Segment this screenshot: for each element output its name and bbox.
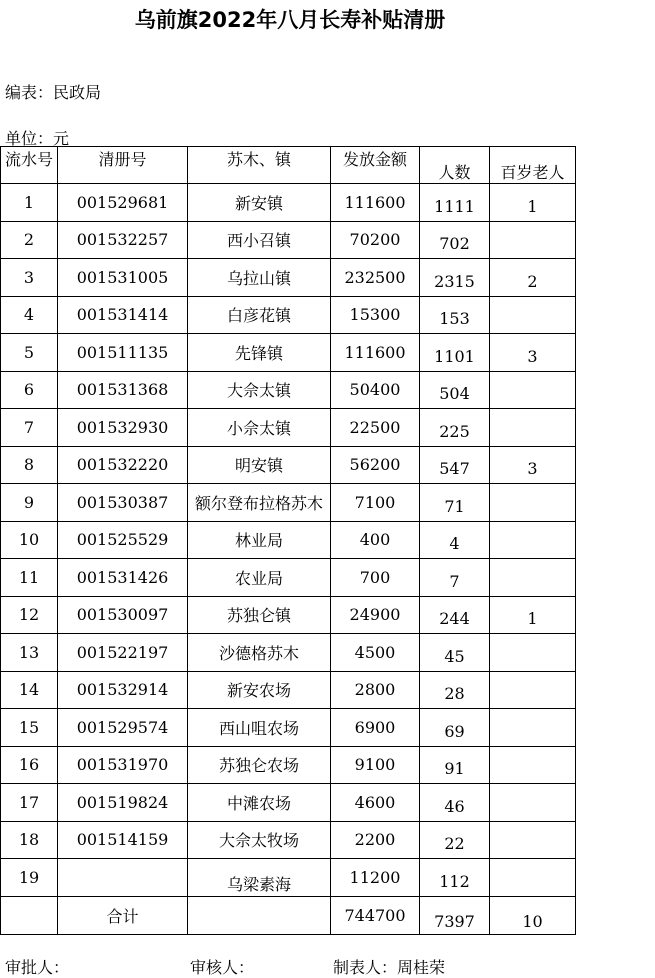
serial-no-cell: 18 xyxy=(1,821,58,859)
register-no-cell: 001532930 xyxy=(58,409,188,447)
amount-cell: 9100 xyxy=(331,746,420,784)
amount-cell: 400 xyxy=(331,521,420,559)
people-cell: 69 xyxy=(420,709,490,747)
approver-label: 审批人： xyxy=(5,958,70,977)
centenarians-cell: 2 xyxy=(490,259,576,297)
people-cell: 4 xyxy=(420,521,490,559)
header-people: 人数 xyxy=(420,147,490,184)
serial-no-cell: 19 xyxy=(1,859,58,897)
serial-no-cell: 16 xyxy=(1,746,58,784)
town-cell: 新安农场 xyxy=(188,671,331,709)
centenarians-cell xyxy=(490,221,576,259)
serial-no-cell: 17 xyxy=(1,784,58,822)
town-cell: 小佘太镇 xyxy=(188,409,331,447)
table-row xyxy=(1,709,576,747)
table-row xyxy=(1,521,576,559)
table-row xyxy=(1,746,576,784)
register-no-cell: 001525529 xyxy=(58,521,188,559)
table-row xyxy=(1,596,576,634)
register-no-cell: 001522197 xyxy=(58,634,188,672)
people-cell: 71 xyxy=(420,484,490,522)
people-cell: 2315 xyxy=(420,259,490,297)
header-centenarians: 百岁老人 xyxy=(490,147,576,184)
amount-cell: 232500 xyxy=(331,259,420,297)
serial-no-cell: 5 xyxy=(1,334,58,372)
centenarians-cell xyxy=(490,634,576,672)
amount-cell: 4500 xyxy=(331,634,420,672)
table-row xyxy=(1,821,576,859)
table-row xyxy=(1,559,576,597)
register-no-cell: 001530097 xyxy=(58,596,188,634)
town-cell: 额尔登布拉格苏木 xyxy=(188,484,331,522)
amount-cell: 50400 xyxy=(331,371,420,409)
serial-no-cell: 6 xyxy=(1,371,58,409)
centenarians-cell xyxy=(490,671,576,709)
town-cell: 白彦花镇 xyxy=(188,296,331,334)
centenarians-cell xyxy=(490,296,576,334)
town-cell: 大佘太牧场 xyxy=(188,821,331,859)
serial-no-cell: 4 xyxy=(1,296,58,334)
table-row xyxy=(1,259,576,297)
people-cell: 1111 xyxy=(420,184,490,222)
serial-no-cell: 3 xyxy=(1,259,58,297)
table-row xyxy=(1,296,576,334)
register-no-cell: 001532257 xyxy=(58,221,188,259)
document-title: 乌前旗2022年八月长寿补贴清册 xyxy=(134,8,446,32)
amount-cell: 70200 xyxy=(331,221,420,259)
town-cell: 乌拉山镇 xyxy=(188,259,331,297)
table-row xyxy=(1,784,576,822)
serial-no-cell: 1 xyxy=(1,184,58,222)
people-cell: 112 xyxy=(420,859,490,897)
table-row xyxy=(1,446,576,484)
centenarians-cell xyxy=(490,709,576,747)
town-cell: 中滩农场 xyxy=(188,784,331,822)
register-no-cell: 001531414 xyxy=(58,296,188,334)
serial-no-cell: 9 xyxy=(1,484,58,522)
serial-no-cell: 2 xyxy=(1,221,58,259)
centenarians-cell xyxy=(490,559,576,597)
centenarians-cell xyxy=(490,821,576,859)
serial-no-cell: 8 xyxy=(1,446,58,484)
amount-cell: 6900 xyxy=(331,709,420,747)
people-cell: 45 xyxy=(420,634,490,672)
table-row xyxy=(1,221,576,259)
town-cell: 林业局 xyxy=(188,521,331,559)
town-cell: 先锋镇 xyxy=(188,334,331,372)
amount-cell: 56200 xyxy=(331,446,420,484)
amount-cell: 7100 xyxy=(331,484,420,522)
total-amount: 744700 xyxy=(331,896,420,934)
serial-no-cell: 13 xyxy=(1,634,58,672)
reviewer-label: 审核人： xyxy=(190,958,255,977)
amount-cell: 22500 xyxy=(331,409,420,447)
register-no-cell: 001531426 xyxy=(58,559,188,597)
serial-no-cell: 12 xyxy=(1,596,58,634)
people-cell: 153 xyxy=(420,296,490,334)
amount-cell: 4600 xyxy=(331,784,420,822)
serial-no-cell: 14 xyxy=(1,671,58,709)
register-no-cell: 001531368 xyxy=(58,371,188,409)
total-people: 7397 xyxy=(420,896,490,934)
town-cell: 大佘太镇 xyxy=(188,371,331,409)
people-cell: 504 xyxy=(420,371,490,409)
amount-cell: 700 xyxy=(331,559,420,597)
total-label: 合计 xyxy=(58,896,188,934)
register-no-cell: 001529681 xyxy=(58,184,188,222)
table-row xyxy=(1,409,576,447)
header-town: 苏木、镇 xyxy=(188,147,331,184)
centenarians-cell: 3 xyxy=(490,334,576,372)
amount-cell: 24900 xyxy=(331,596,420,634)
amount-cell: 2800 xyxy=(331,671,420,709)
centenarians-cell: 1 xyxy=(490,184,576,222)
unit-line: 单位：元 xyxy=(5,129,70,148)
table-row xyxy=(1,484,576,522)
table-body xyxy=(1,184,576,897)
serial-no-cell: 7 xyxy=(1,409,58,447)
table-row xyxy=(1,671,576,709)
total-town-cell xyxy=(188,896,331,934)
total-centenarians: 10 xyxy=(490,896,576,934)
register-no-cell: 001530387 xyxy=(58,484,188,522)
centenarians-cell xyxy=(490,371,576,409)
people-cell: 225 xyxy=(420,409,490,447)
total-serial-cell xyxy=(1,896,58,934)
people-cell: 244 xyxy=(420,596,490,634)
register-no-cell: 001514159 xyxy=(58,821,188,859)
header-register-no: 清册号 xyxy=(58,147,188,184)
register-no-cell: 001532220 xyxy=(58,446,188,484)
header-serial-no: 流水号 xyxy=(1,147,58,184)
amount-cell: 111600 xyxy=(331,184,420,222)
table-row xyxy=(1,184,576,222)
amount-cell: 15300 xyxy=(331,296,420,334)
town-cell: 苏独仑农场 xyxy=(188,746,331,784)
people-cell: 91 xyxy=(420,746,490,784)
serial-no-cell: 11 xyxy=(1,559,58,597)
preparer-label: 制表人：周桂荣 xyxy=(333,958,446,977)
town-cell: 西小召镇 xyxy=(188,221,331,259)
register-no-cell: 001511135 xyxy=(58,334,188,372)
centenarians-cell xyxy=(490,521,576,559)
total-row xyxy=(1,896,576,934)
register-no-cell: 001519824 xyxy=(58,784,188,822)
town-cell: 西山咀农场 xyxy=(188,709,331,747)
serial-no-cell: 15 xyxy=(1,709,58,747)
table-header-row xyxy=(1,147,576,184)
amount-cell: 2200 xyxy=(331,821,420,859)
people-cell: 7 xyxy=(420,559,490,597)
centenarians-cell: 3 xyxy=(490,446,576,484)
table-row xyxy=(1,334,576,372)
register-no-cell: 001531970 xyxy=(58,746,188,784)
centenarians-cell: 1 xyxy=(490,596,576,634)
amount-cell: 111600 xyxy=(331,334,420,372)
town-cell: 新安镇 xyxy=(188,184,331,222)
people-cell: 547 xyxy=(420,446,490,484)
town-cell: 苏独仑镇 xyxy=(188,596,331,634)
town-cell: 沙德格苏木 xyxy=(188,634,331,672)
people-cell: 702 xyxy=(420,221,490,259)
centenarians-cell xyxy=(490,484,576,522)
amount-cell: 11200 xyxy=(331,859,420,897)
editor-line: 编表：民政局 xyxy=(5,83,102,102)
centenarians-cell xyxy=(490,409,576,447)
town-cell: 农业局 xyxy=(188,559,331,597)
table-row xyxy=(1,371,576,409)
table-row xyxy=(1,634,576,672)
centenarians-cell xyxy=(490,859,576,897)
town-cell: 乌梁素海 xyxy=(188,859,331,897)
people-cell: 1101 xyxy=(420,334,490,372)
table-row xyxy=(1,859,576,897)
people-cell: 46 xyxy=(420,784,490,822)
people-cell: 22 xyxy=(420,821,490,859)
register-no-cell: 001532914 xyxy=(58,671,188,709)
subsidy-register-table xyxy=(0,146,576,935)
register-no-cell: 001531005 xyxy=(58,259,188,297)
town-cell: 明安镇 xyxy=(188,446,331,484)
centenarians-cell xyxy=(490,784,576,822)
centenarians-cell xyxy=(490,746,576,784)
register-no-cell xyxy=(58,859,188,897)
header-amount: 发放金额 xyxy=(331,147,420,184)
register-no-cell: 001529574 xyxy=(58,709,188,747)
serial-no-cell: 10 xyxy=(1,521,58,559)
people-cell: 28 xyxy=(420,671,490,709)
